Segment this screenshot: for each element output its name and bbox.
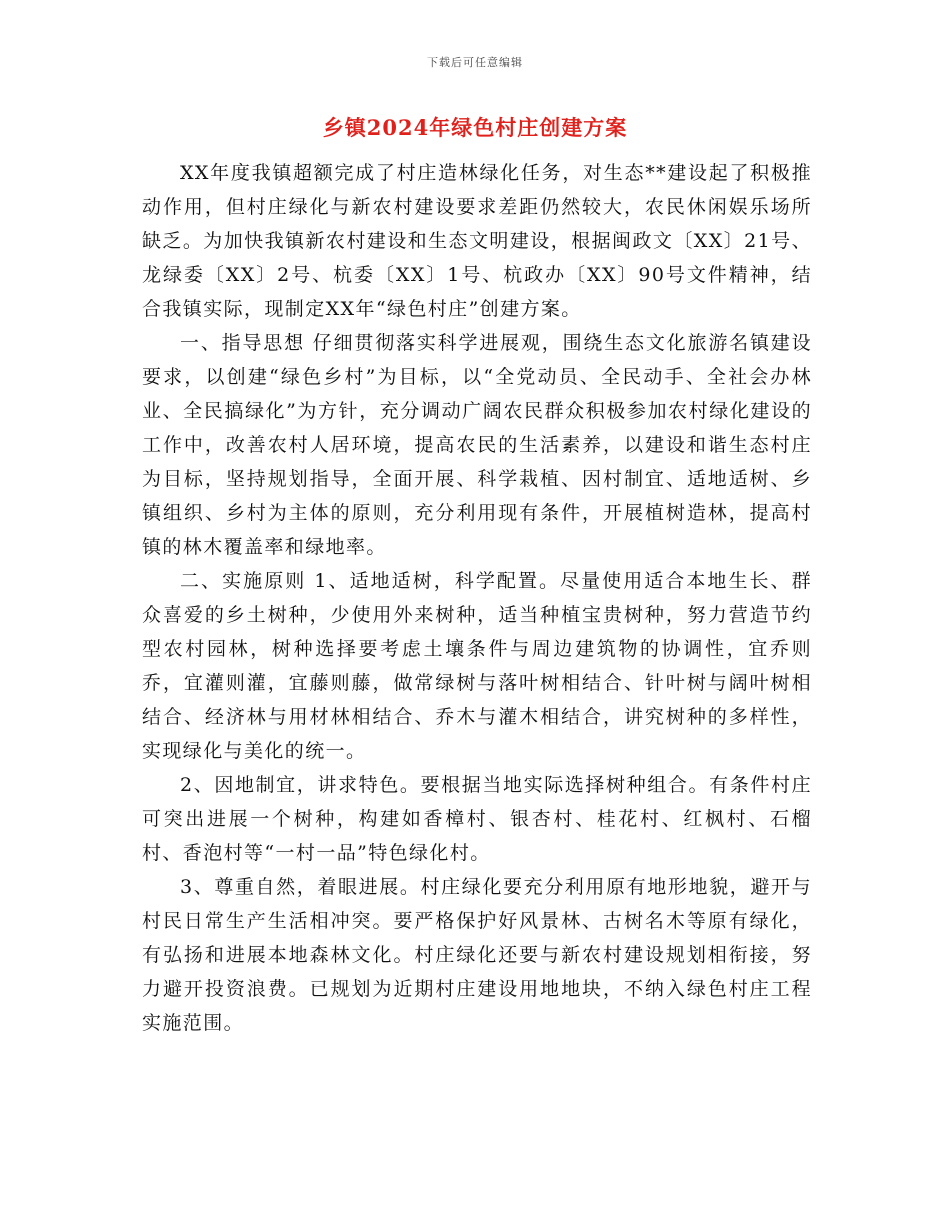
paragraph-principle-1: 二、实施原则 1、适地适树，科学配置。尽量使用适合本地生长、群众喜爱的乡土树种，少使用外来树种，适当种植宝贵树种，努力营造节约型农村园林，树种选择要考虑土壤条件与周边建筑物的协调性，宜乔则乔，宜灌则灌，宜藤则藤，做常绿树与落叶树相结合、针叶树与阔叶树相结合、经济林与用材林相结合、乔木与灌木相结合，讲究树种的多样性，实现绿化与美化的统一。 bbox=[142, 570, 812, 762]
document-title: 乡镇2024年绿色村庄创建方案 bbox=[322, 115, 628, 140]
paragraph-intro: XX年度我镇超额完成了村庄造林绿化任务，对生态**建设起了积极推动作用，但村庄绿化与新农村建设要求差距仍然较大，农民休闲娱乐场所缺乏。为加快我镇新农村建设和生态文明建设，根据闽政文〔XX〕21号、龙绿委〔XX〕2号、杭委〔XX〕1号、杭政办〔XX〕90号文件精神，结合我镇实际，现制定XX年“绿色村庄”创建方案。 bbox=[142, 162, 812, 320]
paragraph-principle-2: 2、因地制宜，讲求特色。要根据当地实际选择树种组合。有条件村庄可突出进展一个树种，构建如香樟村、银杏村、桂花村、红枫村、石榴村、香泡村等“一村一品”特色绿化村。 bbox=[142, 774, 812, 864]
header-note: 下载后可任意编辑 bbox=[427, 56, 523, 69]
document-body bbox=[142, 156, 812, 1040]
paragraph-principle-3: 3、尊重自然，着眼进展。村庄绿化要充分利用原有地形地貌，避开与村民日常生产生活相冲突。要严格保护好风景林、古树名木等原有绿化，有弘扬和进展本地森林文化。村庄绿化还要与新农村建设规划相衔接，努力避开投资浪费。已规划为近期村庄建设用地地块，不纳入绿色村庄工程实施范围。 bbox=[142, 876, 812, 1034]
paragraph-guiding-thought: 一、指导思想 仔细贯彻落实科学进展观，围绕生态文化旅游名镇建设要求，以创建“绿色乡村”为目标，以“全党动员、全民动手、全社会办林业、全民搞绿化”为方针，充分调动广阔农民群众积极参加农村绿化建设的工作中，改善农村人居环境，提高农民的生活素养，以建设和谐生态村庄为目标，坚持规划指导，全面开展、科学栽植、因村制宜、适地适树、乡镇组织、乡村为主体的原则，充分利用现有条件，开展植树造林，提高村镇的林木覆盖率和绿地率。 bbox=[142, 332, 812, 558]
